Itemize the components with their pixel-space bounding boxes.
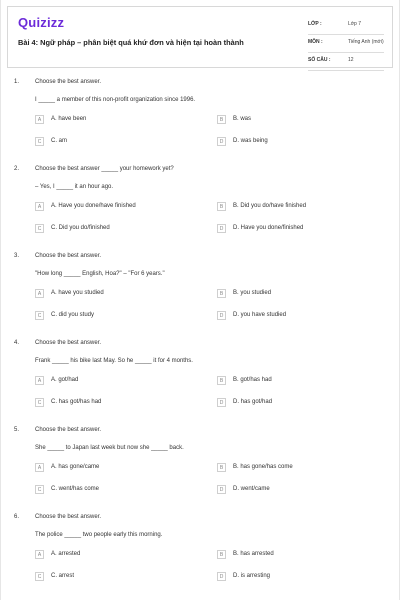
question-number: 2. xyxy=(14,166,20,172)
option-letter-box: D xyxy=(217,224,226,233)
option-text: C. am xyxy=(51,138,68,144)
question-stem: Frank _____ his bike last May. So he _____ it for 4 months. xyxy=(35,358,193,364)
option-text: B. you studied xyxy=(233,290,272,296)
option-letter-box: C xyxy=(35,572,44,581)
answer-option-d[interactable] xyxy=(217,311,387,321)
option-letter-box: B xyxy=(217,202,226,211)
option-text: B. has gone/has come xyxy=(233,464,293,470)
answer-option-c[interactable] xyxy=(35,137,205,147)
option-text: D. has got/had xyxy=(233,399,273,405)
question-2 xyxy=(1,166,400,254)
quizizz-logo: Quizizz xyxy=(18,15,65,30)
answer-option-b[interactable] xyxy=(217,463,387,473)
option-text: D. went/came xyxy=(233,486,270,492)
option-letter-box: C xyxy=(35,311,44,320)
option-text: B. has arrested xyxy=(233,551,274,557)
question-3 xyxy=(1,253,400,341)
meta-row-grade xyxy=(308,17,384,35)
worksheet-header xyxy=(7,6,393,68)
option-letter-box: C xyxy=(35,398,44,407)
answer-option-c[interactable] xyxy=(35,398,205,408)
answer-option-c[interactable] xyxy=(35,485,205,495)
answer-option-a[interactable] xyxy=(35,376,205,386)
option-text: D. Have you done/finished xyxy=(233,225,304,231)
option-text: D. is arresting xyxy=(233,573,271,579)
question-prompt: Choose the best answer. xyxy=(35,514,102,520)
option-text: A. got/had xyxy=(51,377,79,383)
question-prompt: Choose the best answer. xyxy=(35,253,102,259)
meta-value: 12 xyxy=(348,57,354,63)
option-letter-box: B xyxy=(217,550,226,559)
option-text: B. got/has had xyxy=(233,377,272,383)
option-text: C. went/has come xyxy=(51,486,100,492)
question-prompt: Choose the best answer. xyxy=(35,79,102,85)
question-prompt: Choose the best answer _____ your homework yet? xyxy=(35,166,174,172)
answer-option-d[interactable] xyxy=(217,572,387,582)
question-6 xyxy=(1,514,400,602)
option-text: C. has got/has had xyxy=(51,399,102,405)
question-number: 1. xyxy=(14,79,20,85)
option-letter-box: A xyxy=(35,463,44,472)
option-text: A. Have you done/have finished xyxy=(51,203,136,209)
answer-option-a[interactable] xyxy=(35,115,205,125)
option-text: B. Did you do/have finished xyxy=(233,203,307,209)
option-text: C. Did you do/finished xyxy=(51,225,110,231)
option-letter-box: D xyxy=(217,311,226,320)
answer-option-d[interactable] xyxy=(217,398,387,408)
answer-option-c[interactable] xyxy=(35,572,205,582)
option-text: D. you have studied xyxy=(233,312,287,318)
option-letter-box: A xyxy=(35,202,44,211)
meta-value: Lớp 7 xyxy=(348,21,362,27)
answer-option-a[interactable] xyxy=(35,550,205,560)
answer-option-c[interactable] xyxy=(35,311,205,321)
answer-option-b[interactable] xyxy=(217,289,387,299)
meta-row-question-count xyxy=(308,53,384,71)
answer-option-b[interactable] xyxy=(217,115,387,125)
option-text: C. did you study xyxy=(51,312,95,318)
option-text: D. was being xyxy=(233,138,268,144)
option-letter-box: A xyxy=(35,289,44,298)
answer-option-d[interactable] xyxy=(217,224,387,234)
option-letter-box: B xyxy=(217,115,226,124)
answer-option-c[interactable] xyxy=(35,224,205,234)
question-stem: – Yes, I _____ it an hour ago. xyxy=(35,184,114,190)
option-letter-box: D xyxy=(217,398,226,407)
answer-option-b[interactable] xyxy=(217,550,387,560)
option-text: A. have been xyxy=(51,116,87,122)
question-prompt: Choose the best answer. xyxy=(35,340,102,346)
meta-row-subject xyxy=(308,35,384,53)
option-text: C. arrest xyxy=(51,573,75,579)
answer-option-d[interactable] xyxy=(217,485,387,495)
option-letter-box: C xyxy=(35,485,44,494)
option-letter-box: A xyxy=(35,376,44,385)
option-letter-box: D xyxy=(217,572,226,581)
meta-label: LỚP : xyxy=(308,21,322,27)
option-text: A. has gone/came xyxy=(51,464,100,470)
answer-option-b[interactable] xyxy=(217,376,387,386)
option-text: A. arrested xyxy=(51,551,81,557)
option-letter-box: D xyxy=(217,137,226,146)
answer-option-b[interactable] xyxy=(217,202,387,212)
answer-option-a[interactable] xyxy=(35,289,205,299)
worksheet-meta xyxy=(308,17,384,71)
question-stem: "How long _____ English, Hoa?" – "For 6 years." xyxy=(35,271,165,277)
meta-label: MÔN : xyxy=(308,39,323,45)
answer-option-d[interactable] xyxy=(217,137,387,147)
option-letter-box: A xyxy=(35,550,44,559)
question-number: 3. xyxy=(14,253,20,259)
answer-option-a[interactable] xyxy=(35,463,205,473)
option-letter-box: D xyxy=(217,485,226,494)
meta-label: SỐ CÂU : xyxy=(308,57,331,63)
worksheet-title: Bài 4: Ngữ pháp – phân biệt quá khứ đơn và hiện tại hoàn thành xyxy=(18,38,244,47)
question-stem: She _____ to Japan last week but now she _____ back. xyxy=(35,445,184,451)
question-number: 6. xyxy=(14,514,20,520)
option-letter-box: B xyxy=(217,463,226,472)
question-number: 5. xyxy=(14,427,20,433)
option-letter-box: A xyxy=(35,115,44,124)
option-text: A. have you studied xyxy=(51,290,104,296)
question-stem: The police _____ two people early this morning. xyxy=(35,532,163,538)
option-letter-box: C xyxy=(35,224,44,233)
question-stem: I _____ a member of this non-profit organization since 1996. xyxy=(35,97,196,103)
answer-option-a[interactable] xyxy=(35,202,205,212)
question-prompt: Choose the best answer. xyxy=(35,427,102,433)
question-number: 4. xyxy=(14,340,20,346)
question-4 xyxy=(1,340,400,428)
option-letter-box: B xyxy=(217,289,226,298)
question-1 xyxy=(1,79,400,167)
question-5 xyxy=(1,427,400,515)
meta-value: Tiếng Anh (mới) xyxy=(348,39,384,45)
option-letter-box: B xyxy=(217,376,226,385)
option-letter-box: C xyxy=(35,137,44,146)
option-text: B. was xyxy=(233,116,252,122)
